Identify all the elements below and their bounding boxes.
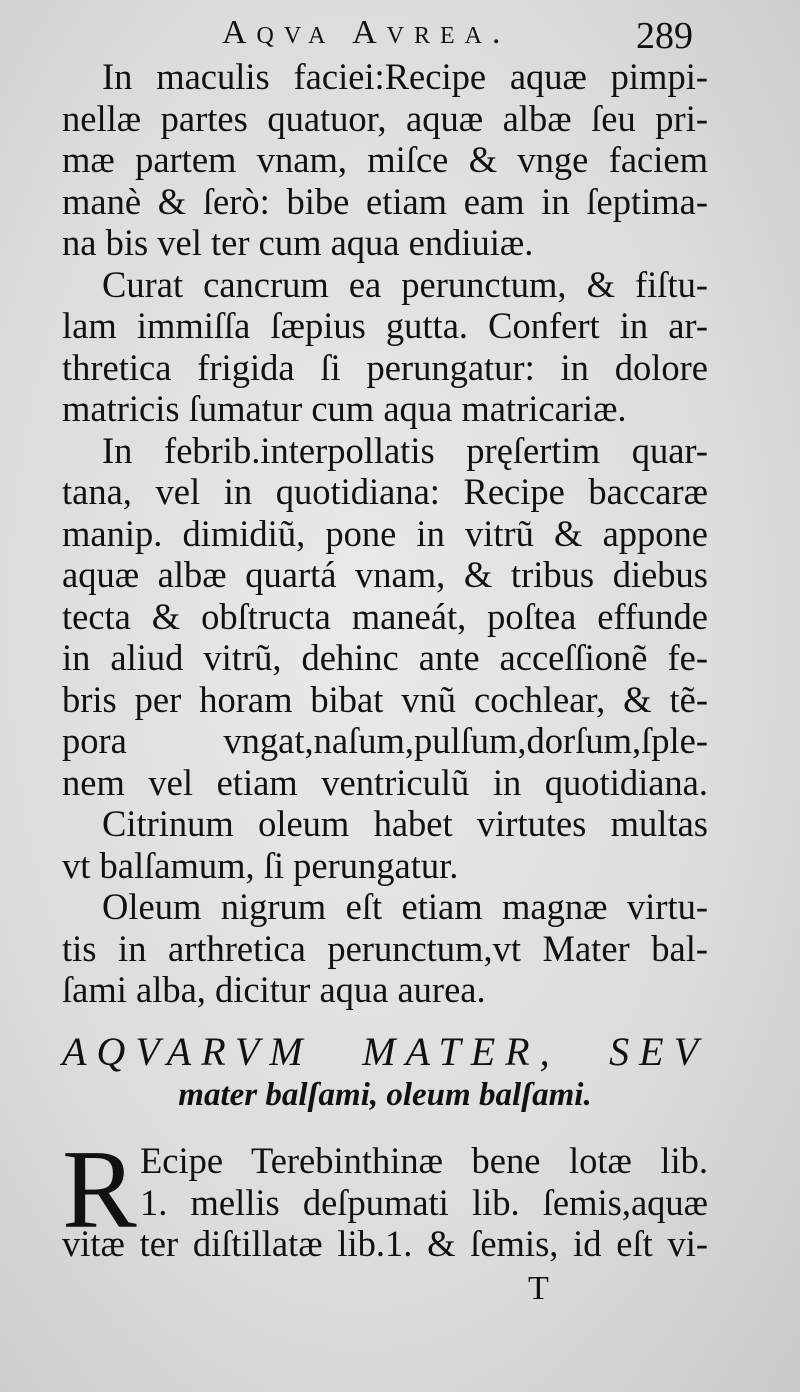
paragraph [62, 430, 708, 804]
text-line: tana, vel in quotidiana: Recipe baccaræ [62, 471, 708, 512]
catchword: T [528, 1270, 549, 1307]
section-heading [62, 1030, 708, 1116]
text-line: Oleum nigrum eſt etiam magnæ virtu- [102, 886, 708, 927]
text-line: thretica frigida ſi perungatur: in dolore [62, 346, 708, 388]
text-line: na bis vel ter cum aqua endiuiæ. [62, 222, 534, 263]
section-heading-title: AQVARVM MATER, SEV [62, 1029, 708, 1074]
text-line: Citrinum oleum habet virtutes multas [102, 803, 708, 844]
page-number: 289 [636, 15, 693, 57]
paragraph [62, 56, 708, 264]
text-line: Curat cancrum ea perunctum, & fiſtu- [102, 263, 708, 305]
text-line: aquæ albæ quartá vnam, & tribus diebus [62, 554, 708, 595]
text-line: ſami alba, dicitur aqua aurea. [62, 969, 486, 1010]
body-text [62, 56, 708, 1011]
paragraph [62, 886, 708, 1011]
text-line: tis in arthretica perunctum,vt Mater bal- [62, 927, 708, 969]
text-line: in aliud vitrũ, dehinc ante acceſſionẽ fe- [62, 637, 708, 678]
text-line: 1. mellis deſpumati lib. ſemis,aquæ [140, 1181, 708, 1223]
running-head: Aqva Avrea. [222, 14, 511, 51]
text-line: nem vel etiam ventriculũ in quotidiana. [62, 761, 708, 803]
text-line: In maculis faciei:Recipe aquæ pimpi- [102, 56, 708, 97]
text-line: lam immiſſa ſæpius gutta. Confert in ar- [62, 305, 708, 346]
text-line: vitæ ter diſtillatæ lib.1. & ſemis, id eſt vi- [62, 1223, 708, 1264]
text-line: tecta & obſtructa maneát, poſtea effunde [62, 595, 708, 637]
text-line: mæ partem vnam, miſce & vnge faciem [62, 139, 708, 180]
text-line: vt balſamum, ſi perungatur. [62, 844, 459, 886]
drop-cap: R [62, 1128, 137, 1252]
text-line: matricis ſumatur cum aqua matricariæ. [62, 388, 627, 429]
text-line: Ecipe Terebinthinæ bene lotæ lib. [140, 1140, 708, 1181]
paragraph [62, 264, 708, 430]
text-line: manip. dimidiũ, pone in vitrũ & appone [62, 512, 708, 554]
text-line: In febrib.interpollatis pręſertim quar- [102, 429, 708, 471]
text-line: bris per horam bibat vnũ cochlear, & tẽ- [62, 678, 708, 720]
section-heading-subtitle: mater balſami, oleum balſami. [178, 1077, 592, 1113]
text-line: pora vngat,naſum,pulſum,dorſum,ſple- [62, 720, 708, 761]
recipe-paragraph [62, 1128, 708, 1265]
paragraph [62, 803, 708, 886]
text-line: manè & ſerò: bibe etiam eam in ſeptima- [62, 180, 708, 222]
text-line: nellæ partes quatuor, aquæ albæ ſeu pri- [62, 97, 708, 139]
